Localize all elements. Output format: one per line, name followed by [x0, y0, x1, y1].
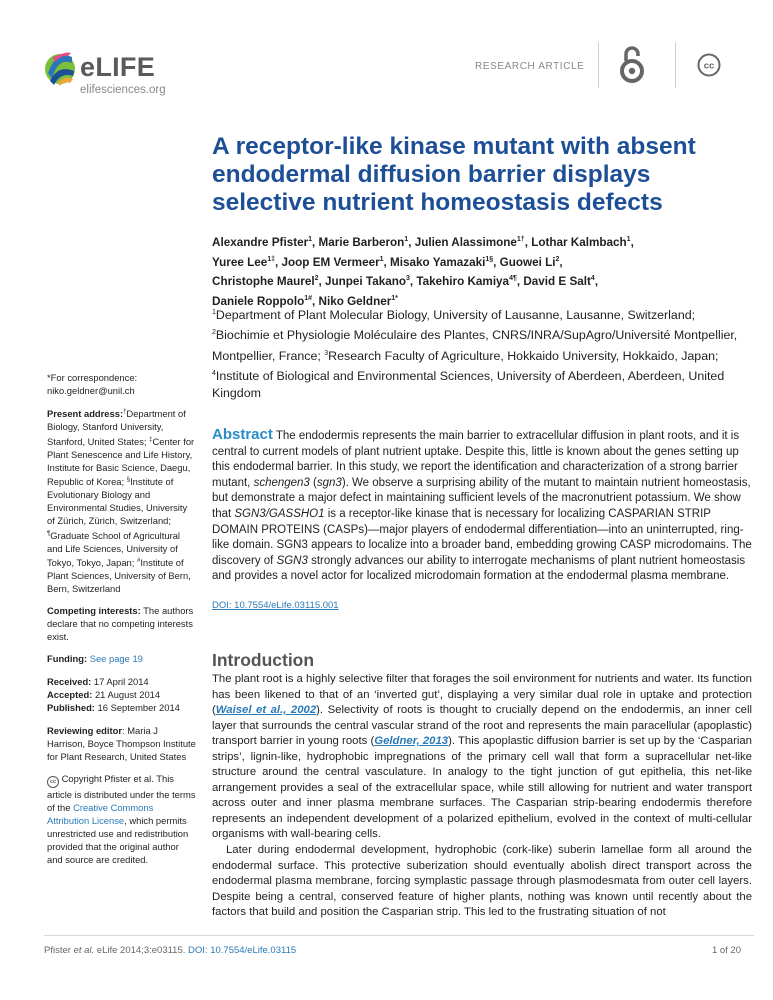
- author-name[interactable]: Guowei Li: [499, 255, 556, 269]
- introduction-paragraph: [212, 672, 752, 843]
- address-symbol: ‡: [149, 436, 153, 443]
- author-name[interactable]: Joop EM Vermeer: [281, 255, 380, 269]
- received-date: 17 April 2014: [93, 675, 149, 687]
- footer-journal: eLife 2014;3:e03115.: [94, 945, 189, 956]
- author-name[interactable]: Niko Geldner: [318, 294, 392, 308]
- citation-link[interactable]: Waisel et al., 2002: [215, 704, 317, 717]
- address-symbol: ¶: [47, 530, 51, 537]
- gene-name: sgn3: [316, 476, 342, 489]
- author-affiliation-sup: 2: [314, 275, 319, 283]
- author-name[interactable]: Christophe Maurel: [212, 275, 315, 289]
- author-separator: ,: [630, 235, 634, 249]
- author-affiliation-sup: 1#: [304, 295, 313, 303]
- author-affiliation-sup: 1‡: [267, 255, 276, 263]
- copyright-text: Copyright Pfister et al. This article is distributed under the terms of the: [47, 773, 196, 814]
- abstract-text: ). We observe a surprising ability of the mutant to maintain nutrient homeostasis, but demonstrate a major defect in maintaining sufficient levels of the macronutrient potassium. We show that: [212, 476, 751, 520]
- gene-name: SGN3: [276, 554, 308, 567]
- author-affiliation-sup: 1§: [485, 255, 494, 263]
- accepted-label: Accepted:: [47, 688, 93, 700]
- author-name[interactable]: Misako Yamazaki: [390, 255, 486, 269]
- author-name[interactable]: Daniele Roppolo: [212, 294, 305, 308]
- affiliation-text: Institute of Biological and Environmental Sciences, University of Aberdeen, Aberdeen, United Kingdom: [212, 369, 725, 401]
- affiliation-number: 2: [212, 329, 216, 337]
- header-divider: [598, 42, 599, 88]
- copyright: [47, 772, 197, 867]
- author-separator: ,: [493, 255, 500, 269]
- introduction-text: ). Selectivity of roots is thought to crucially depend on the endodermis, an inner cell layer that surrounds the central vascular strand of the root and represents the main paracellular (apoplastic) transport barrier in young roots (: [212, 704, 752, 748]
- author-affiliation-sup: 1*: [391, 295, 398, 303]
- competing-interests-label: Competing interests:: [47, 605, 141, 617]
- address-text: Institute of Evolutionary Biology and Environmental Studies, University of Zürich, Zürich, Switzerland;: [47, 476, 188, 527]
- received-label: Received:: [47, 675, 92, 687]
- author-name[interactable]: Takehiro Kamiya: [416, 275, 510, 289]
- footer-doi-link[interactable]: DOI: 10.7554/eLife.03115: [188, 945, 297, 956]
- reviewing-editor: [47, 724, 197, 763]
- author-affiliation-sup: 1: [379, 255, 384, 263]
- elife-logo-icon[interactable]: [44, 43, 76, 95]
- author-name[interactable]: Marie Barberon: [318, 235, 405, 249]
- author-affiliation-sup: 1†: [516, 236, 525, 243]
- funding-link[interactable]: See page 19: [89, 653, 143, 665]
- abstract-body: [212, 430, 752, 582]
- author-separator: ,: [559, 255, 563, 269]
- article-type-label: RESEARCH ARTICLE: [475, 61, 585, 72]
- author-separator: ,: [383, 255, 391, 269]
- abstract-text: strongly advances our ability to interrogate mechanisms of plant nutrient homeostasis and provides a novel actor for localized microdomain formation at the endodermal plasma membrane.: [212, 554, 746, 583]
- citation-link[interactable]: Geldner, 2013: [374, 735, 449, 748]
- affiliation-text: Research Faculty of Agriculture, Hokkaido University, Hokkaido, Japan;: [328, 348, 719, 363]
- dates: [47, 675, 197, 715]
- author-separator: ,: [312, 235, 319, 249]
- sidebar: [47, 371, 197, 876]
- abstract-heading: Abstract: [212, 426, 273, 443]
- introduction-text: The plant root is a highly selective filter that forages the soil environment for nutrients and water. Its function has been likened to that of an ‘inverted gut’, displaying a very similar dual role in uptake and protection (: [212, 673, 752, 717]
- author-name[interactable]: Lothar Kalmbach: [531, 235, 627, 249]
- elife-logo-text[interactable]: eLIFE: [80, 52, 156, 82]
- author-name[interactable]: Junpei Takano: [325, 275, 406, 289]
- author-affiliation-sup: 1: [626, 236, 631, 243]
- open-access-lock-icon: [617, 44, 647, 84]
- abstract-text: is a receptor-like kinase that is necessary for localizing CASPARIAN STRIP DOMAIN PROTEINS (CASPs)—major players of endodermal differentiation—into an uninterrupted, ring-like domain. SGN3 appears to localize into a broader band, embedding growing CASP microdomains. The discovery of: [212, 507, 752, 567]
- address-symbol: §: [126, 476, 131, 483]
- introduction-body: [212, 672, 752, 921]
- address-text: Department of Biology, Stanford University, Stanford, United States;: [47, 408, 186, 447]
- competing-interests: [47, 604, 197, 643]
- author-affiliation-sup: 4: [590, 275, 595, 283]
- abstract-text: (: [309, 476, 317, 489]
- affiliation-number: 4: [212, 369, 216, 377]
- affiliation-text: Department of Plant Molecular Biology, University of Lausanne, Lausanne, Switzerland;: [215, 308, 696, 323]
- author-list: [212, 232, 752, 311]
- reviewing-editor-label: Reviewing editor: [47, 724, 123, 736]
- abstract-doi-link[interactable]: DOI: 10.7554/eLife.03115.001: [212, 600, 339, 611]
- author-affiliation-sup: 2: [555, 255, 560, 263]
- affiliations: [212, 304, 752, 403]
- footer-divider: [44, 935, 754, 936]
- affiliation-text: Biochimie et Physiologie Moléculaire des Plantes, CNRS/INRA/SupAgro/Université Montpellier, Montpellier, France;: [212, 328, 738, 363]
- funding-label: Funding:: [47, 653, 88, 665]
- affiliation-number: 3: [324, 349, 329, 357]
- abstract-text: The endodermis represents the main barrier to extracellular diffusion in plant roots, and it is central to current models of plant nutrient uptake. Despite this, little is known about the genes setting up this endodermal barrier. In this study, we report the identification and characterization of a strong barrier mutant,: [212, 430, 740, 489]
- introduction-text: ). This apoplastic diffusion barrier is set up by the ‘Casparian strips’, lignin-like, hydrophobic impregnations of the primary cell wall that form a supracellular net-like structure around the central vasculature. In analogy to the tight junction of gut epithelia, this net-like arrangement provides a seal of the extracellular space, while still allowing for nutrient and water transport across outer and inner plasma membrane surfaces. The Casparian strip-bearing endodermis therefore represents an independent development of a polarized epithelium, evolved in the context of multi-cellular organisms with wall-bearing cells.: [212, 735, 752, 841]
- cc-license-link[interactable]: Creative Commons Attribution License: [47, 802, 154, 827]
- address-symbol: #: [136, 557, 141, 564]
- abstract: [212, 427, 752, 585]
- address-symbol: †: [123, 409, 127, 416]
- published-label: Published:: [47, 702, 95, 714]
- journal-url[interactable]: elifesciences.org: [80, 84, 166, 96]
- author-separator: ,: [524, 235, 532, 249]
- published-date: 16 September 2014: [97, 702, 180, 714]
- address-text: Center for Plant Senescence and Life History, Institute for Basic Science, Daegu, Republic of Korea;: [47, 435, 195, 488]
- cc-icon-text: cc: [703, 60, 715, 72]
- funding: [47, 652, 197, 665]
- article-title: A receptor-like kinase mutant with absent endodermal diffusion barrier displays selective nutrient homeostasis defects: [212, 133, 696, 216]
- accepted-date: 21 August 2014: [94, 688, 161, 700]
- footer-citation: [44, 945, 296, 956]
- author-name[interactable]: David E Salt: [523, 275, 591, 289]
- author-affiliation-sup: 1: [308, 236, 313, 243]
- gene-name: schengen3: [253, 476, 310, 489]
- cc-badge-icon: cc: [47, 776, 59, 788]
- present-address: [47, 406, 197, 595]
- author-name[interactable]: Alexandre Pfister: [212, 235, 309, 249]
- present-address-label: Present address:: [47, 408, 124, 420]
- author-separator: ,: [318, 275, 326, 289]
- author-name[interactable]: Julien Alassimone: [414, 235, 517, 249]
- copyright-text-2: , which permits unrestricted use and redistribution provided that the original author and source are credited.: [47, 815, 189, 866]
- author-separator: ,: [409, 275, 417, 289]
- reviewing-editor-text: : Maria J Harrison, Boyce Thompson Institute for Plant Research, United States: [47, 724, 196, 762]
- author-separator: ,: [594, 275, 599, 289]
- author-name[interactable]: Yuree Lee: [212, 255, 268, 269]
- author-affiliation-sup: 4¶: [509, 275, 517, 283]
- author-affiliation-sup: 1: [404, 236, 409, 243]
- address-text: Graduate School of Agricultural and Life Sciences, University of Tokyo, Tokyo, Japan;: [47, 529, 180, 568]
- competing-interests-text: The authors declare that no competing interests exist.: [47, 605, 194, 643]
- author-separator: ,: [408, 235, 415, 249]
- footer-author: Pfister: [44, 945, 74, 956]
- creative-commons-icon: [697, 53, 721, 77]
- author-separator: ,: [516, 275, 524, 289]
- address-text: Institute of Plant Sciences, University of Bern, Bern, Switzerland: [47, 556, 191, 595]
- author-separator: ,: [275, 255, 282, 269]
- gene-name: SGN3/GASSHO1: [234, 507, 325, 520]
- author-affiliation-sup: 3: [405, 275, 410, 283]
- header-divider: [675, 42, 676, 88]
- affiliation-number: 1: [212, 309, 216, 316]
- footer-etal: et al.: [73, 945, 95, 956]
- author-separator: ,: [312, 294, 319, 308]
- page-number: 1 of 20: [711, 945, 741, 956]
- correspondence[interactable]: *For correspondence: niko.geldner@unil.ch: [47, 372, 138, 397]
- introduction-heading: Introduction: [212, 650, 315, 670]
- introduction-paragraph: Later during endodermal development, hydrophobic (cork-like) suberin lamellae form all around the endodermal surface. This protective suberization should eventually abolish direct transport across the endodermal plasma membrane, forcing symplastic passage through plasmodesmata from outer cell layers. Despite being a central, conserved feature of higher plants, nothing was known until recently about the factors that build and position the Casparian strip. This led to the frustrating situation of not: [212, 844, 752, 919]
